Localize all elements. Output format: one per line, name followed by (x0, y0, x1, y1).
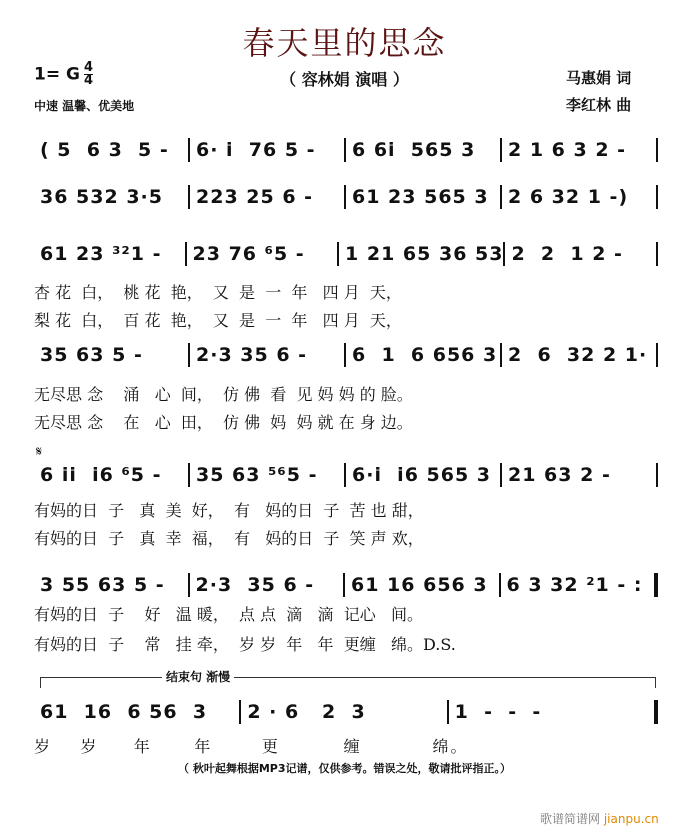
bar-line (656, 242, 658, 266)
bar-line (654, 573, 658, 597)
key-label: 1= G (34, 64, 80, 85)
notation-row (34, 183, 658, 211)
bar-line (656, 463, 658, 487)
measure: 6 3 32 ²1 - : (506, 574, 643, 596)
measure: ( 5 6 3 5 - (40, 139, 169, 161)
notation-row (34, 341, 658, 369)
tempo-marking: 中速 温馨、优美地 (34, 99, 135, 113)
notation-row (34, 240, 658, 268)
measure: 2 1 6 3 2 - (508, 139, 627, 161)
lyricist: 马惠娟 词 (566, 69, 632, 87)
segno-icon: 𝄋 (36, 444, 43, 460)
measure: 35 63 ⁵⁶5 - (196, 464, 318, 486)
notation-row (34, 698, 658, 726)
measure: 2·3 35 6 - (196, 344, 308, 366)
song-title: 春天里的思念 (242, 24, 447, 62)
time-bottom: 4 (83, 73, 93, 88)
measure: 23 76 ⁶5 - (192, 243, 305, 265)
watermark-en: jianpu.cn (603, 812, 659, 826)
bar-line (654, 700, 658, 724)
measure: 36 532 3·5 (40, 186, 163, 208)
lyric-line: 岁 岁 年 年 更 缠 绵。 (34, 737, 469, 756)
footnote: （ 秋叶起舞根据MP3记谱，仅供参考。错误之处，敬请批评指正。） (178, 762, 511, 775)
bar-line (656, 343, 658, 367)
lyric-line: 无尽思 念 涌 心 间， 仿 佛 看 见 妈 妈 的 脸。 (34, 385, 413, 404)
notation-row (34, 571, 658, 599)
measure: 2 · 6 2 3 (247, 701, 366, 723)
measure: 3 55 63 5 - (40, 574, 165, 596)
lyric-line: 有妈的日 子 真 幸 福， 有 妈的日 子 笑 声 欢， (34, 529, 424, 548)
measure: 223 25 6 - (196, 186, 314, 208)
bar-line (656, 185, 658, 209)
measure: 6·i i6 565 3 (352, 464, 492, 486)
watermark-cn: 歌谱简谱网 (540, 812, 601, 826)
measure: 6 1 6 656 3 (352, 344, 498, 366)
notation-row (34, 461, 658, 489)
singer: （ 容林娟 演唱 ） (280, 70, 409, 89)
notation-row (34, 136, 658, 164)
measure: 1 21 65 36 53 (345, 243, 504, 265)
measure: 2 6 32 1 -) (508, 186, 629, 208)
measure: 61 16 6 56 3 (40, 701, 208, 723)
measure: 61 16 656 3 (351, 574, 488, 596)
measure: 6 ii i6 ⁶5 - (40, 464, 162, 486)
measure: 1 - - - (454, 701, 542, 723)
measure: 61 23 565 3 (352, 186, 489, 208)
lyric-line: 有妈的日 子 真 美 好， 有 妈的日 子 苦 也 甜， (34, 501, 424, 520)
watermark (540, 810, 659, 827)
time-top: 4 (83, 60, 93, 75)
bar-line (656, 138, 658, 162)
measure: 6· i 76 5 - (196, 139, 316, 161)
measure: 6 6i 565 3 (352, 139, 476, 161)
lyric-line: 杏 花 白， 桃 花 艳， 又 是 一 年 四 月 天， (34, 283, 402, 302)
lyric-line: 无尽思 念 在 心 田， 仿 佛 妈 妈 就 在 身 边。 (34, 413, 413, 432)
measure: 2 2 1 2 - (511, 243, 623, 265)
measure: 61 23 ³²1 - (40, 243, 162, 265)
composer: 李红林 曲 (566, 96, 632, 114)
measure: 2 6 32 2 1· (508, 344, 648, 366)
ending-label: 结束句 渐慢 (162, 668, 234, 685)
lyric-line: 梨 花 白， 百 花 艳， 又 是 一 年 四 月 天， (34, 311, 402, 330)
lyric-line: 有妈的日 子 好 温 暖， 点 点 滴 滴 记心 间。 (34, 605, 423, 624)
ending-bracket (40, 677, 656, 688)
measure: 35 63 5 - (40, 344, 143, 366)
measure: 21 63 2 - (508, 464, 611, 486)
measure: 2·3 35 6 - (195, 574, 315, 596)
lyric-line: 有妈的日 子 常 挂 牵， 岁 岁 年 年 更缠 绵。D.S. (34, 635, 456, 654)
